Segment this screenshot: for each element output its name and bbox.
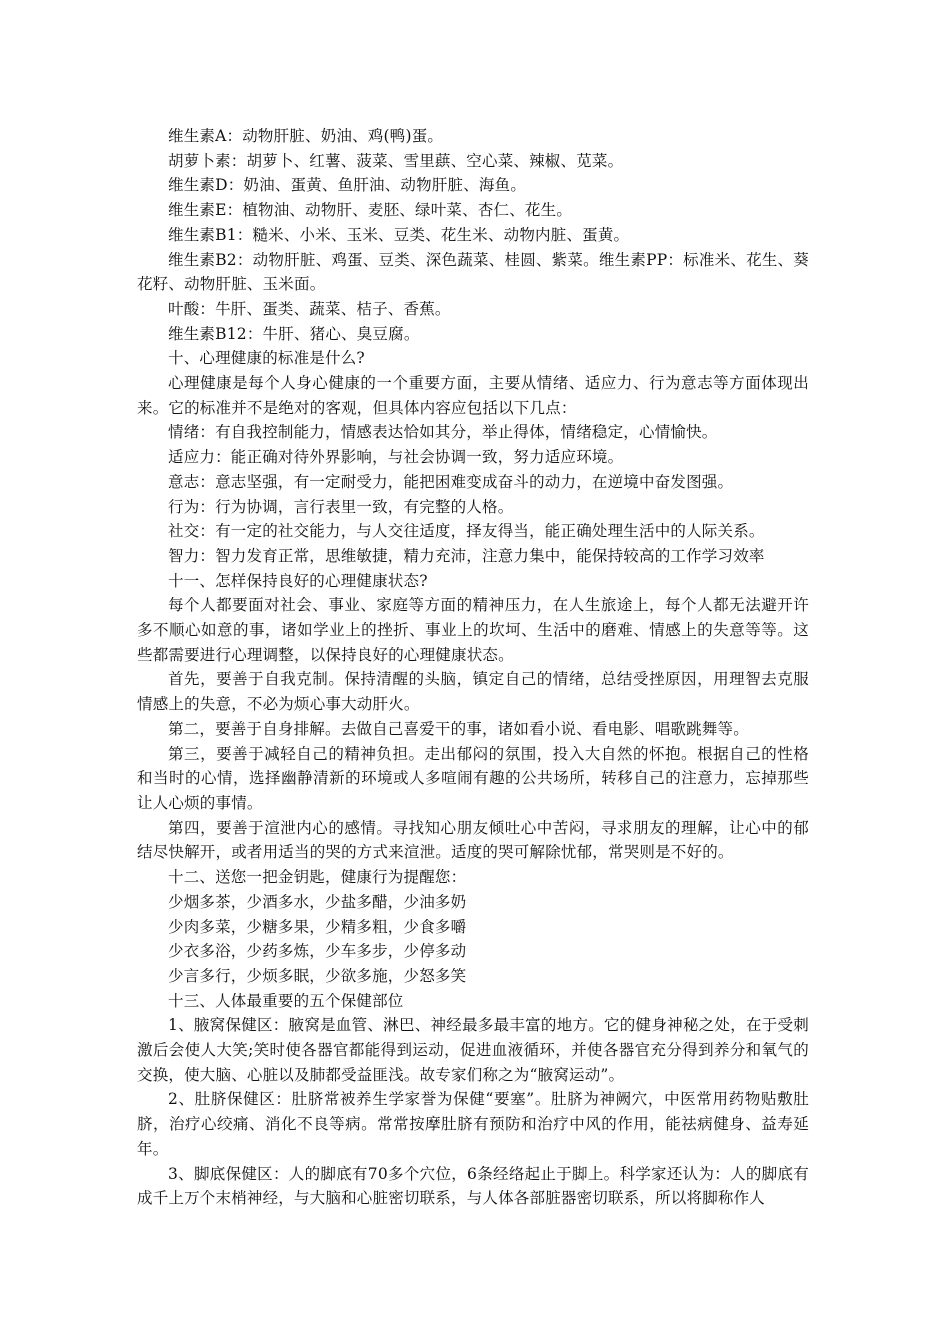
motto-line-3: 少衣多浴，少药多炼，少车多步，少停多动: [168, 942, 467, 961]
paragraph-intelligence: 智力：智力发育正常，思维敏捷，精力充沛，注意力集中，能保持较高的工作学习效率: [168, 546, 765, 565]
paragraph-third: 第三，要善于减轻自己的精神负担。走出郁闷的氛围，投入大自然的怀抱。根据自己的性格和当时的心情，选择幽静清新的环境或人多喧闹有趣的公共场所，转移自己的注意力，忘掉那些让人心烦的事情。: [137, 744, 809, 812]
paragraph-pressure: 每个人都要面对社会、事业、家庭等方面的精神压力，在人生旅途上，每个人都无法避开许多不顺心如意的事，诸如学业上的挫折、事业上的坎坷、生活中的磨难、情感上的失意等等。这些都需要进行心理调整，以保持良好的心理健康状态。: [137, 596, 809, 664]
paragraph-folic-acid: 叶酸：牛肝、蛋类、蔬菜、桔子、香蕉。: [168, 299, 451, 318]
paragraph-vitamin-a: 维生素A：动物肝脏、奶油、鸡(鸭)蛋。: [168, 127, 444, 145]
paragraph-vitamin-b2-pp: 维生素B2：动物肝脏、鸡蛋、豆类、深色蔬菜、桂圆、紫菜。维生素PP：标准米、花生、葵花籽、动物肝脏、玉米面。: [137, 250, 809, 294]
section-heading-10: 十、心理健康的标准是什么?: [168, 349, 365, 368]
paragraph-carotene: 胡萝卜素：胡萝卜、红薯、菠菜、雪里蕻、空心菜、辣椒、苋菜。: [168, 151, 624, 170]
document-body: [137, 124, 809, 1211]
paragraph-behavior: 行为：行为协调，言行表里一致，有完整的人格。: [168, 497, 514, 516]
paragraph-navel: 2、肚脐保健区：肚脐常被养生学家誉为保健“要塞”。肚脐为神阙穴，中医常用药物贴敷肚脐，治疗心绞痛、消化不良等病。常常按摩肚脐有预防和治疗中风的作用，能祛病健身、益寿延年。: [137, 1090, 809, 1158]
motto-line-2: 少肉多菜，少糖多果，少精多粗，少食多嚼: [168, 917, 467, 936]
paragraph-fourth: 第四，要善于渲泄内心的感情。寻找知心朋友倾吐心中苦闷，寻求朋友的理解，让心中的郁结尽快解开，或者用适当的哭的方式来渲泄。适度的哭可解除忧郁，常哭则是不好的。: [137, 818, 809, 862]
section-heading-12: 十二、送您一把金钥匙，健康行为提醒您：: [168, 868, 467, 887]
paragraph-first: 首先，要善于自我克制。保持清醒的头脑，镇定自己的情绪，总结受挫原因，用理智去克服情感上的失意，不必为烦心事大动肝火。: [137, 670, 809, 714]
paragraph-vitamin-b12: 维生素B12：牛肝、猪心、臭豆腐。: [168, 324, 420, 343]
paragraph-vitamin-b1: 维生素B1：糙米、小米、玉米、豆类、花生米、动物内脏、蛋黄。: [168, 225, 630, 244]
paragraph-mental-health-intro: 心理健康是每个人身心健康的一个重要方面，主要从情绪、适应力、行为意志等方面体现出来。它的标准并不是绝对的客观，但具体内容应包括以下几点：: [137, 374, 809, 417]
motto-line-4: 少言多行，少烦多眠，少欲多施，少怒多笑: [168, 966, 467, 985]
paragraph-adaptability: 适应力：能正确对待外界影响，与社会协调一致，努力适应环境。: [168, 448, 624, 467]
section-heading-11: 十一、怎样保持良好的心理健康状态?: [168, 571, 428, 590]
paragraph-sole: 3、脚底保健区：人的脚底有70多个穴位，6条经络起止于脚上。科学家还认为：人的脚底有成千上万个末梢神经，与大脑和心脏密切联系，与人体各部脏器密切联系，所以将脚称作人: [137, 1164, 809, 1208]
paragraph-vitamin-d: 维生素D：奶油、蛋黄、鱼肝油、动物肝脏、海鱼。: [168, 176, 527, 195]
paragraph-vitamin-e: 维生素E：植物油、动物肝、麦胚、绿叶菜、杏仁、花生。: [168, 201, 573, 220]
section-heading-13: 十三、人体最重要的五个保健部位: [168, 991, 404, 1010]
paragraph-will: 意志：意志坚强，有一定耐受力，能把困难变成奋斗的动力，在逆境中奋发图强。: [168, 472, 734, 491]
paragraph-second: 第二，要善于自身排解。去做自己喜爱干的事，诸如看小说、看电影、唱歌跳舞等。: [168, 719, 749, 738]
paragraph-armpit: 1、腋窝保健区：腋窝是血管、淋巴、神经最多最丰富的地方。它的健身神秘之处，在于受刺激后会使人大笑;笑时使各器官都能得到运动，促进血液循环，并使各器官充分得到养分和氧气的交换，使大脑、心脏以及肺都受益匪浅。故专家们称之为“腋窝运动”。: [137, 1016, 809, 1084]
motto-line-1: 少烟多茶，少酒多水，少盐多醋，少油多奶: [168, 892, 467, 911]
paragraph-social: 社交：有一定的社交能力，与人交往适度，择友得当，能正确处理生活中的人际关系。: [168, 522, 765, 541]
paragraph-emotion: 情绪：有自我控制能力，情感表达恰如其分，举止得体，情绪稳定，心情愉快。: [168, 423, 718, 442]
